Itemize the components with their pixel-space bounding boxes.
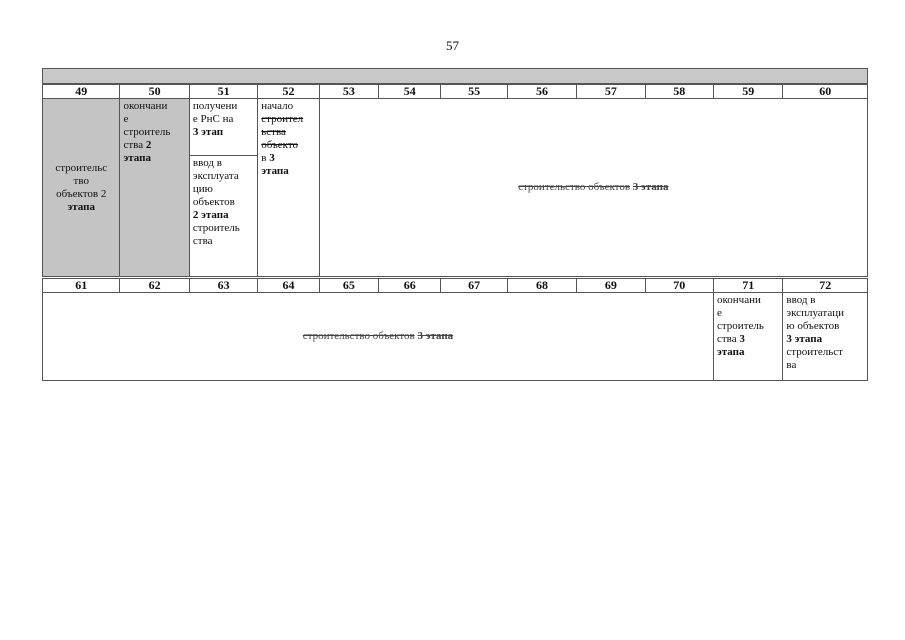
page-number: 57: [446, 38, 459, 53]
col-number: 66: [379, 279, 441, 293]
span-text: строительство объектов: [518, 181, 631, 193]
cell-text: ввод в: [786, 294, 816, 306]
col-number: 55: [441, 85, 507, 99]
schedule-table-1: [42, 84, 868, 277]
col-number: 58: [645, 85, 713, 99]
col-number: 62: [120, 279, 189, 293]
cell-text: эксплуатаци: [786, 307, 844, 319]
col-number: 59: [713, 85, 782, 99]
cell-text: этапа: [716, 346, 745, 358]
col-number: 52: [258, 85, 319, 99]
col-number: 61: [43, 279, 120, 293]
cell-text: тво: [73, 174, 89, 187]
schedule-table-2: [42, 278, 868, 381]
col-number: 50: [120, 85, 189, 99]
cell-text: этапа: [67, 200, 95, 213]
stage2-completion-cell: [120, 99, 189, 277]
col-number: 51: [189, 85, 257, 99]
stage3-commissioning-cell: [783, 293, 868, 381]
cell-text: в: [261, 152, 267, 164]
col-number: 69: [577, 279, 645, 293]
cell-text: 3 этапа: [786, 333, 823, 345]
stage3-completion-cell: [713, 293, 782, 381]
cell-text: этапа: [261, 165, 289, 177]
cell-text: объектов 2: [56, 187, 107, 200]
span-text: строительство объектов: [302, 330, 415, 342]
table-header-bar: [42, 68, 868, 84]
stage3-construction-span: [319, 99, 867, 277]
col-number: 72: [783, 279, 868, 293]
stage2-commissioning-cell: [189, 156, 257, 277]
cell-text: ства: [123, 139, 144, 151]
number-row: [43, 85, 868, 99]
cell-text: окончани: [716, 294, 761, 306]
col-number: 71: [713, 279, 782, 293]
cell-text: цию: [192, 183, 213, 195]
cell-text: ввод в: [192, 157, 222, 169]
cell-text: строитель: [123, 126, 171, 138]
cell-text: 3: [739, 333, 745, 345]
col-number: 63: [189, 279, 257, 293]
span-text: 3 этапа: [632, 181, 669, 193]
cell-text: 3 этап: [192, 126, 224, 138]
stage3-start-cell: [258, 99, 319, 277]
col-number: 56: [507, 85, 576, 99]
col-number: 49: [43, 85, 120, 99]
col-number: 57: [577, 85, 645, 99]
col-number: 70: [645, 279, 713, 293]
cell-text: е: [716, 307, 722, 319]
permit-stage3-cell: [189, 99, 257, 156]
number-row: [43, 279, 868, 293]
stage3-construction-span: [43, 293, 714, 381]
cell-text: объекто: [261, 139, 299, 151]
cell-text: эксплуата: [192, 170, 239, 182]
cell-text: получени: [192, 100, 238, 112]
cell-text: ства: [192, 235, 213, 247]
cell-text: этапа: [123, 152, 151, 164]
cell-text: 2 этапа: [192, 209, 229, 221]
col-number: 67: [441, 279, 507, 293]
cell-text: ю объектов: [786, 320, 840, 332]
span-text: 3 этапа: [417, 330, 454, 342]
cell-text: начало: [261, 100, 294, 112]
cell-text: строител: [261, 113, 304, 125]
col-number: 68: [507, 279, 576, 293]
col-number: 53: [319, 85, 378, 99]
cell-text: ьства: [261, 126, 286, 138]
col-number: 54: [379, 85, 441, 99]
col-number: 64: [258, 279, 319, 293]
cell-text: окончани: [123, 100, 168, 112]
cell-text: е: [123, 113, 129, 125]
cell-text: 2: [145, 139, 152, 151]
col-number: 60: [783, 85, 868, 99]
cell-text: ва: [786, 359, 797, 371]
cell-text: ства: [716, 333, 737, 345]
cell-text: е РнС на: [192, 113, 234, 125]
col-number: 65: [319, 279, 378, 293]
cell-text: строительс: [55, 161, 108, 174]
cell-text: строитель: [192, 222, 240, 234]
cell-text: строительст: [786, 346, 843, 358]
stage2-construction-cell: [43, 99, 120, 277]
cell-text: объектов: [192, 196, 235, 208]
cell-text: 3: [269, 152, 275, 164]
cell-text: строитель: [716, 320, 764, 332]
